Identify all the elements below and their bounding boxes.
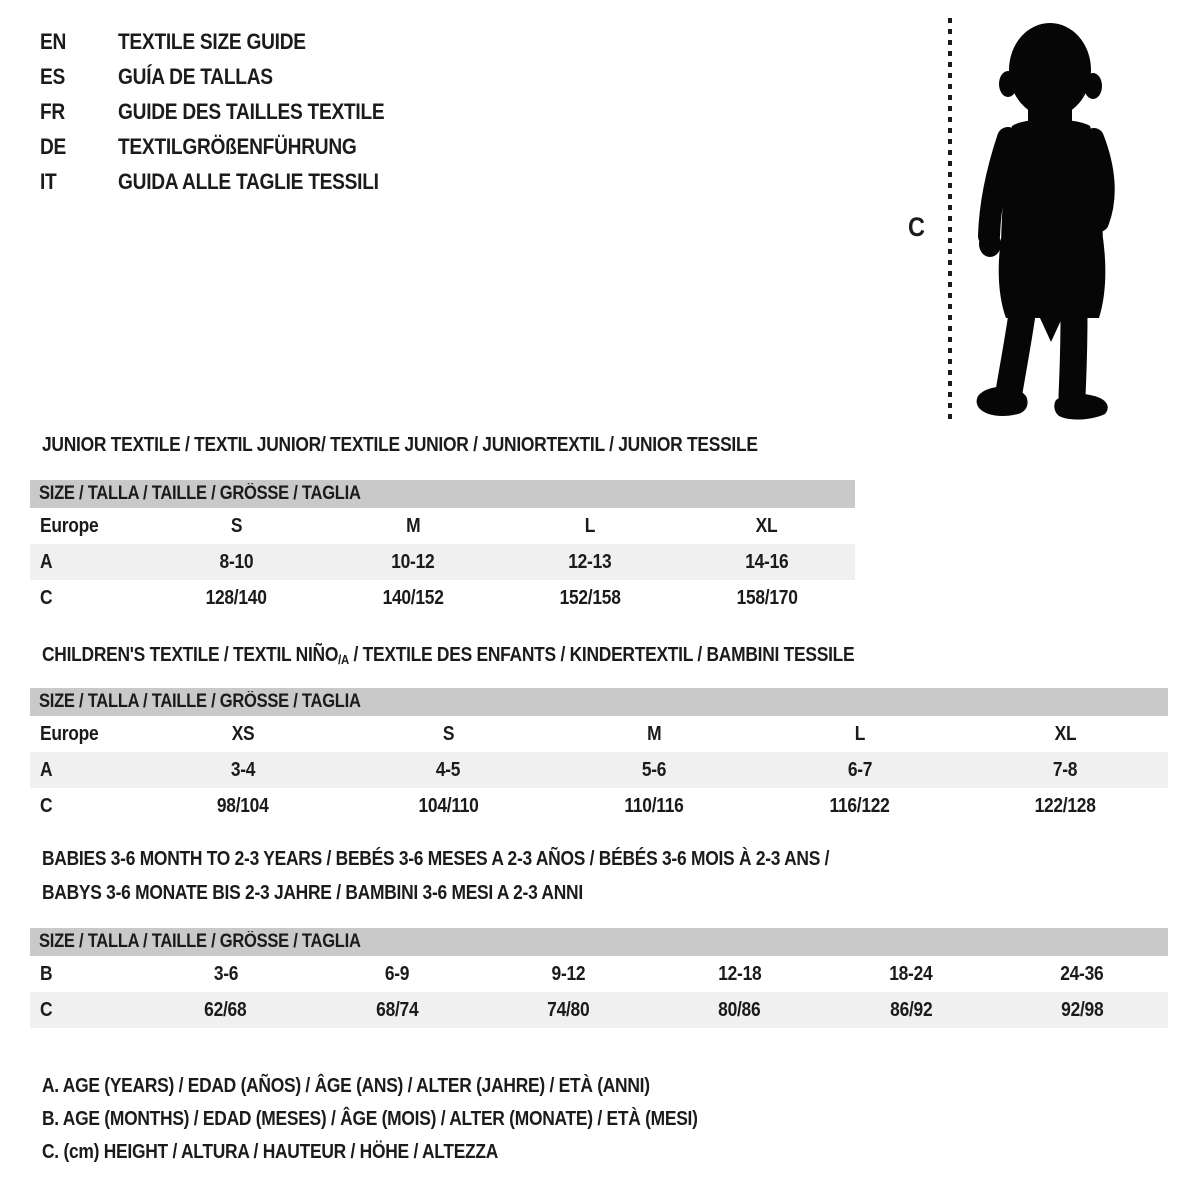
region-label: Europe [40,514,99,537]
row-label: C [40,998,53,1021]
height-cell: 98/104 [216,794,269,817]
language-code: ES [40,63,66,89]
column-header: XS [231,722,255,745]
measurement-legend [42,1070,796,1169]
height-cell: 140/152 [382,586,444,609]
height-cell: 62/68 [204,998,247,1021]
region-label: Europe [40,722,99,745]
legend-line-a: A. AGE (YEARS) / EDAD (AÑOS) / ÂGE (ANS) / ALTER (JAHRE) / ETÀ (ANNI) [42,1075,650,1097]
height-measure-dashed-line-icon [948,18,952,420]
age-cell: 5-6 [641,758,667,781]
language-title: GUÍA DE TALLAS [118,63,273,89]
language-row-en [40,24,424,59]
toddler-silhouette-icon [962,18,1142,420]
height-cell: 110/116 [624,794,684,817]
age-cell: 8-10 [219,550,254,573]
column-header: XL [1054,722,1077,745]
column-header: M [406,514,421,537]
column-header: XL [755,514,778,537]
row-label: A [40,550,53,573]
column-header: L [584,514,596,537]
age-cell: 12-13 [568,550,612,573]
height-cell: 152/158 [559,586,621,609]
height-cell: 158/170 [736,586,798,609]
age-cell: 12-18 [718,962,762,985]
children-section-title: CHILDREN'S TEXTILE / TEXTIL $NIÑO_{/A}$ / TEXTILE DES ENFANTS / KINDERTEXTIL / BAMBINI TESSILE [42,644,855,667]
junior-size-table [30,480,855,616]
row-label: B [40,962,53,985]
column-header: S [442,722,455,745]
height-cell: 92/98 [1061,998,1104,1021]
age-cell: 14-16 [745,550,789,573]
height-cell: 122/128 [1034,794,1096,817]
column-header: L [854,722,865,745]
table-row [30,508,855,544]
table-row [30,716,1168,752]
babies-size-table [30,928,1168,1028]
column-header: M [646,722,662,745]
age-cell: 3-6 [213,962,238,985]
language-code: FR [40,98,65,124]
language-row-de [40,129,424,164]
table-row [30,580,855,616]
age-cell: 9-12 [551,962,586,985]
table-row [30,752,1168,788]
language-title-list [40,24,424,199]
size-header: SIZE / TALLA / TAILLE / GRÖSSE / TAGLIA [39,483,361,504]
height-measure-figure [900,16,1168,426]
language-row-it [40,164,424,199]
language-row-es [40,59,424,94]
age-cell: 24-36 [1060,962,1104,985]
children-size-table [30,688,1168,824]
row-label: A [40,758,53,781]
column-header: S [230,514,243,537]
language-code: EN [40,28,67,54]
age-cell: 6-9 [384,962,410,985]
age-cell: 10-12 [391,550,435,573]
language-row-fr [40,94,424,129]
legend-line-c: C. (cm) HEIGHT / ALTURA / HAUTEUR / HÖHE / ALTEZZA [42,1141,499,1163]
height-cell: 74/80 [547,998,590,1021]
age-cell: 4-5 [436,758,461,781]
age-cell: 18-24 [889,962,933,985]
language-title: GUIDA ALLE TAGLIE TESSILI [118,168,379,194]
height-cell: 116/122 [829,794,890,817]
language-code: DE [40,133,67,159]
measure-label-c: C [908,212,925,242]
table-row [30,544,855,580]
height-cell: 86/92 [889,998,933,1021]
row-label: C [40,794,53,817]
language-title: GUIDE DES TAILLES TEXTILE [118,98,385,124]
language-title: TEXTILGRÖßENFÜHRUNG [118,133,357,159]
babies-section-title-line2: BABYS 3-6 MONATE BIS 2-3 JAHRE / BAMBINI 3-6 MESI A 2-3 ANNI [42,882,583,904]
height-cell: 68/74 [375,998,419,1021]
age-cell: 3-4 [230,758,255,781]
language-code: IT [40,168,57,194]
height-cell: 80/86 [718,998,761,1021]
table-row [30,992,1168,1028]
title-subscript: /A [338,652,349,667]
junior-section-title: JUNIOR TEXTILE / TEXTIL JUNIOR/ TEXTILE JUNIOR / JUNIORTEXTIL / JUNIOR TESSILE [42,434,758,456]
table-row [30,788,1168,824]
age-cell: 7-8 [1053,758,1078,781]
table-row [30,956,1168,992]
age-cell: 6-7 [847,758,872,781]
size-header: SIZE / TALLA / TAILLE / GRÖSSE / TAGLIA [39,931,361,952]
height-cell: 128/140 [205,586,267,609]
row-label: C [40,586,53,609]
size-header: SIZE / TALLA / TAILLE / GRÖSSE / TAGLIA [39,691,361,712]
language-title: TEXTILE SIZE GUIDE [118,28,306,54]
legend-line-b: B. AGE (MONTHS) / EDAD (MESES) / ÂGE (MOIS) / ALTER (MONATE) / ETÀ (MESI) [42,1108,698,1130]
height-cell: 104/110 [418,794,479,817]
babies-section-title-line1: BABIES 3-6 MONTH TO 2-3 YEARS / BEBÉS 3-6 MESES A 2-3 AÑOS / BÉBÉS 3-6 MOIS À 2-3 ANS / [42,848,830,870]
